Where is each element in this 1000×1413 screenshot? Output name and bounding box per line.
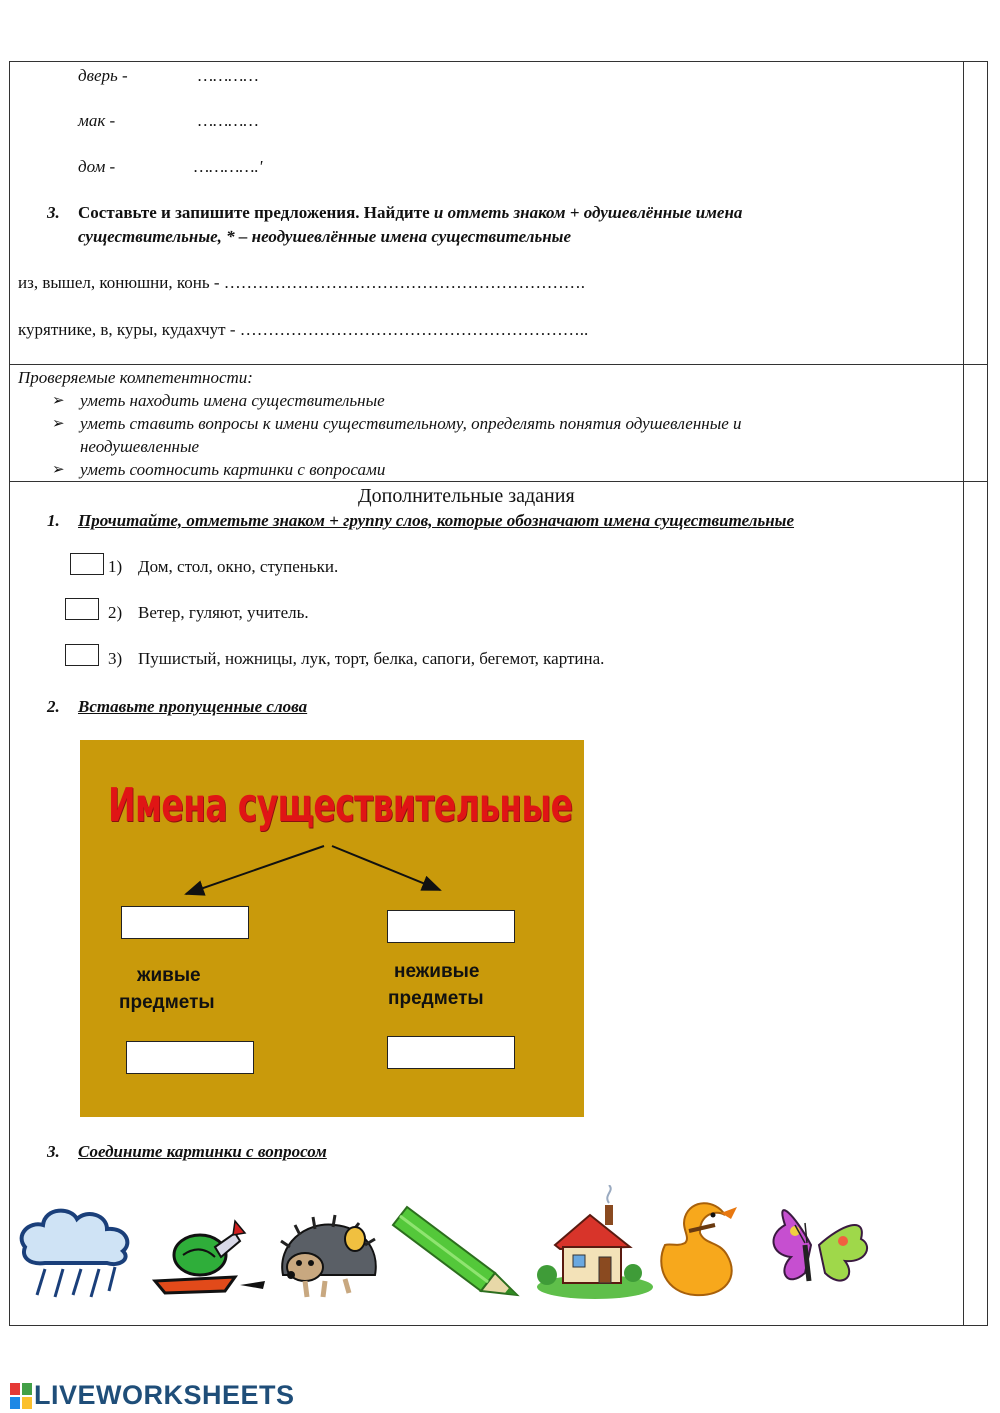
checkbox-option-2[interactable] — [65, 598, 99, 620]
footer-brand: LIVEWORKSHEETS — [34, 1380, 295, 1410]
competency-3: уметь соотносить картинки с вопросами — [80, 460, 386, 479]
label-nonliving-2: предметы — [388, 988, 484, 1009]
panel-title: Имена существительные — [108, 778, 573, 832]
extra-task1-text: Прочитайте, отметьте знаком + группу слов, которые обозначают имена существительные — [78, 511, 795, 530]
task3-bold: Составьте и запишите предложения. Найдите — [78, 203, 434, 222]
option-1-text: Дом, стол, окно, ступеньки. — [138, 557, 339, 576]
option-3-text: Пушистый, ножницы, лук, торт, белка, сапоги, бегемот, картина. — [138, 649, 605, 668]
word-poppy: мак - — [78, 111, 116, 130]
row-divider-1 — [9, 364, 988, 365]
competencies-title: Проверяемые компетентности: — [18, 368, 253, 387]
option-1-num: 1) — [108, 557, 123, 576]
extra-heading: Дополнительные задания — [358, 485, 575, 507]
sentence-2: курятнике, в, куры, кудахчут - …………………………………………………….. — [18, 320, 589, 339]
row-divider-2 — [9, 481, 988, 482]
blank-box-right-top[interactable] — [387, 910, 515, 943]
worksheet-frame — [9, 61, 988, 1326]
duck-icon[interactable] — [661, 1203, 737, 1295]
dots-house: ………….' — [194, 157, 263, 176]
extra-task1-number: 1. — [47, 511, 60, 530]
extra-task2-text: Вставьте пропущенные слова — [78, 697, 308, 716]
blank-box-left-top[interactable] — [121, 906, 249, 939]
blank-box-right-bottom[interactable] — [387, 1036, 515, 1069]
word-door: дверь - — [78, 66, 128, 85]
checkbox-option-1[interactable] — [70, 553, 104, 575]
task3-line2: существительные, * – неодушевлённые имена существительные — [78, 227, 571, 246]
extra-task3-text: Соедините картинки с вопросом — [78, 1142, 327, 1161]
right-column-divider — [963, 61, 964, 1326]
liveworksheets-logo-icon — [10, 1381, 34, 1411]
option-3-num: 3) — [108, 649, 123, 668]
bullet-arrow-icon: ➢ — [52, 416, 65, 432]
cloud-rain-icon[interactable] — [22, 1211, 128, 1297]
bullet-arrow-icon: ➢ — [52, 393, 65, 409]
pictures-row — [15, 1185, 945, 1310]
hedgehog-icon[interactable] — [281, 1215, 376, 1297]
option-2-text: Ветер, гуляют, учитель. — [138, 603, 309, 622]
label-living-2: предметы — [119, 992, 215, 1013]
option-2-num: 2) — [108, 603, 123, 622]
competency-2-cont: неодушевленные — [80, 437, 200, 456]
bullet-arrow-icon: ➢ — [52, 462, 65, 478]
label-nonliving-1: неживые — [394, 961, 480, 982]
blank-box-left-bottom[interactable] — [126, 1041, 254, 1074]
label-living-1: живые — [137, 965, 201, 986]
arrow-right — [332, 846, 440, 890]
butterfly-icon[interactable] — [774, 1210, 868, 1281]
nouns-diagram-panel — [80, 740, 584, 1117]
arrow-left — [186, 846, 324, 894]
extra-task3-number: 3. — [47, 1142, 60, 1161]
extra-task2-number: 2. — [47, 697, 60, 716]
dots-door: ………… — [198, 66, 259, 85]
sentence-1: из, вышел, конюшни, конь - ………………………………………………………. — [18, 273, 586, 292]
competency-2: уметь ставить вопросы к имени существительному, определять понятия одушевленные и — [80, 414, 742, 433]
task3-number: 3. — [47, 203, 60, 222]
checkbox-option-3[interactable] — [65, 644, 99, 666]
task3-italic: и отметь знаком + одушевлённые имена — [433, 203, 743, 222]
word-house: дом - — [78, 157, 116, 176]
house-icon[interactable] — [537, 1185, 653, 1299]
pencil-icon[interactable] — [393, 1207, 517, 1295]
competency-1: уметь находить имена существительные — [80, 391, 385, 410]
dots-poppy: ………… — [198, 111, 259, 130]
rocket-boat-icon[interactable] — [155, 1221, 265, 1293]
task3-line1 — [78, 203, 742, 223]
